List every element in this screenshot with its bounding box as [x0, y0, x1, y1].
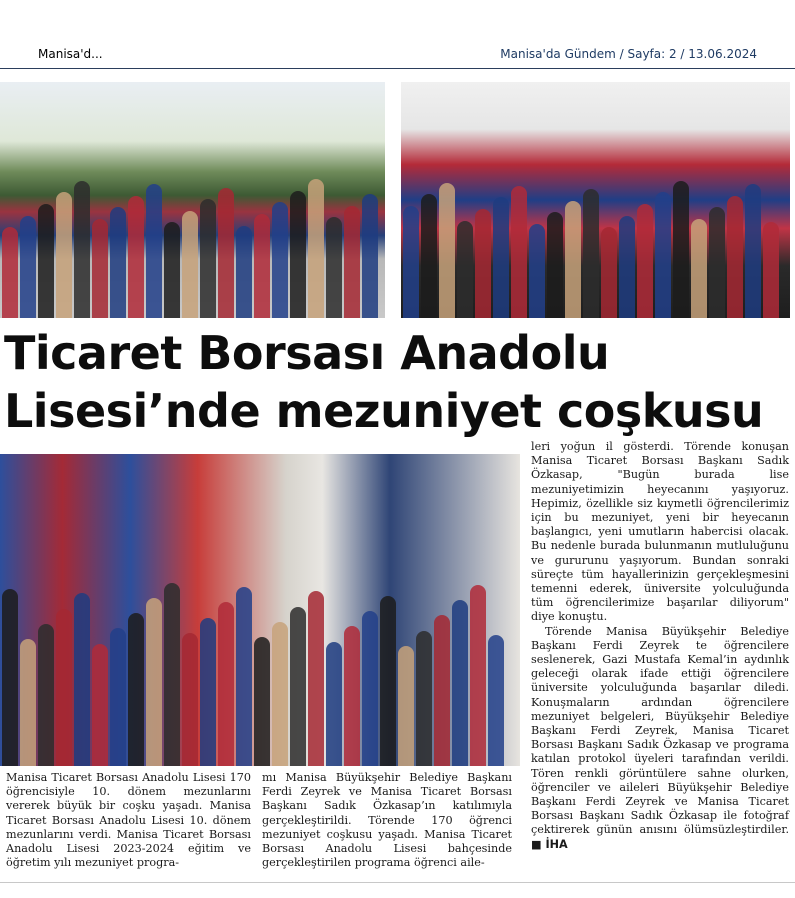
clipping-bottom-border — [0, 882, 795, 883]
person-silhouette — [2, 227, 18, 318]
paragraph: Manisa Ticaret Borsası Anadolu Lisesi 170 öğrencisiyle 10. dönem mezunlarını vererek büyük bir coşku yaşadı. Manisa Ticaret Borsası Anadolu Lisesi 10. dönem mezunlarını verdi. Manisa Ticaret Borsası Anadolu Lisesi 2023-2024 eğitim ve öğretim yılı mezuniyet progra- — [6, 771, 251, 870]
page-header — [0, 0, 795, 72]
person-silhouette — [272, 622, 288, 766]
person-silhouette — [308, 179, 324, 318]
person-silhouette — [745, 184, 761, 318]
person-silhouette — [254, 637, 270, 766]
news-clipping — [0, 76, 795, 898]
header-divider — [0, 68, 795, 69]
ceremony-figures — [0, 548, 520, 766]
paragraph — [531, 625, 789, 852]
person-silhouette — [488, 635, 504, 766]
paragraph: mı Manisa Büyükşehir Belediye Başkanı Ferdi Zeyrek ve Manisa Ticaret Borsası Başkanı Sadık Özkasap’ın katılımıyla gerçekleştirildi. Törende 170 öğrenci mezuniyet coşkusu yaşadı. Manisa Ticaret Borsası Anadolu Lisesi bahçesinde gerçekleştirilen programa öğrenci aile- — [262, 771, 512, 870]
person-silhouette — [326, 642, 342, 766]
person-silhouette — [637, 204, 653, 318]
person-silhouette — [200, 199, 216, 318]
source-label: Manisa'd... — [38, 47, 103, 61]
article-column-1 — [6, 771, 251, 870]
person-silhouette — [475, 209, 491, 318]
person-silhouette — [403, 206, 419, 318]
graduates-group-photo-right — [401, 82, 790, 318]
person-silhouette — [547, 212, 563, 318]
person-silhouette — [128, 196, 144, 318]
person-silhouette — [2, 589, 18, 766]
person-silhouette — [38, 624, 54, 766]
person-silhouette — [439, 183, 455, 318]
person-silhouette — [398, 646, 414, 766]
person-silhouette — [421, 194, 437, 318]
students-figures — [401, 153, 790, 318]
person-silhouette — [200, 618, 216, 767]
person-silhouette — [452, 600, 468, 766]
person-silhouette — [673, 181, 689, 318]
person-silhouette — [20, 639, 36, 766]
person-silhouette — [583, 189, 599, 318]
person-silhouette — [344, 206, 360, 318]
article-headline — [4, 324, 794, 440]
person-silhouette — [655, 192, 671, 318]
headline-line-1: Ticaret Borsası Anadolu — [4, 326, 610, 380]
person-silhouette — [326, 217, 342, 318]
person-silhouette — [290, 607, 306, 766]
person-silhouette — [565, 201, 581, 318]
person-silhouette — [182, 211, 198, 318]
person-silhouette — [110, 628, 126, 766]
person-silhouette — [218, 188, 234, 318]
person-silhouette — [619, 216, 635, 318]
person-silhouette — [362, 194, 378, 318]
students-figures — [0, 153, 385, 318]
person-silhouette — [308, 591, 324, 766]
agency-signature: ■ İHA — [531, 837, 568, 851]
person-silhouette — [74, 181, 90, 318]
person-silhouette — [20, 216, 36, 318]
publication-info: Manisa'da Gündem / Sayfa: 2 / 13.06.2024 — [500, 47, 757, 61]
person-silhouette — [254, 214, 270, 318]
headline-line-2: Lisesi’nde mezuniyet coşkusu — [4, 384, 764, 438]
person-silhouette — [92, 644, 108, 766]
person-silhouette — [380, 596, 396, 766]
person-silhouette — [511, 186, 527, 318]
person-silhouette — [146, 598, 162, 766]
person-silhouette — [601, 227, 617, 318]
person-silhouette — [236, 587, 252, 766]
person-silhouette — [74, 593, 90, 766]
person-silhouette — [290, 191, 306, 318]
person-silhouette — [218, 602, 234, 766]
person-silhouette — [763, 222, 779, 318]
person-silhouette — [529, 224, 545, 318]
paragraph: leri yoğun il gösterdi. Törende konuşan Manisa Ticaret Borsası Başkanı Sadık Özkasap, "Bugün burada lise mezuniyetimizin heyecanını yaşıyoruz. Hepimiz, özellikle siz kıymetli öğrencilerimiz için bu mezuniyet, yeni bir heyecanın başlangıcı, yeni umutların habercisi olacak. Bu nedenle burada bulunmanın mutluluğunu ve gururunu yaşıyorum. Bundan sonraki süreçte tüm hayallerinizin gerçekleşmesini temenni ederek, üniversite yolculuğunda tüm öğrencilerimize başarılar diliyorum" diye konuştu. — [531, 440, 789, 624]
article-column-2 — [262, 771, 512, 870]
person-silhouette — [709, 207, 725, 318]
person-silhouette — [38, 204, 54, 318]
person-silhouette — [727, 196, 743, 318]
graduates-group-photo-left — [0, 82, 385, 318]
person-silhouette — [434, 615, 450, 766]
paragraph-text: Törende Manisa Büyükşehir Belediye Başkanı Ferdi Zeyrek te öğrencilere seslenerek, Gazi Mustafa Kemal’in aydınlık geleceği olarak ifade ettiği öğrencilere üniversite yolculuğunda başarılar diledi. Konuşmaların ardından öğrencilere mezuniyet belgeleri, Büyükşehir Belediye Başkanı Ferdi Zeyrek, Manisa Ticaret Borsası Başkanı Sadık Özkasap ve programa katılan protokol üyeleri tarafından verildi. Tören renkli görüntülere sahne olurken, öğrenciler ve aileleri Büyükşehir Belediye Başkanı Ferdi Zeyrek ve Manisa Ticaret Borsası Başkanı Sadık Özkasap ile fotoğraf çektirerek günün anısını ölümsüzleştirdiler. — [531, 624, 789, 837]
person-silhouette — [92, 219, 108, 318]
person-silhouette — [344, 626, 360, 766]
person-silhouette — [457, 221, 473, 318]
person-silhouette — [691, 219, 707, 318]
diploma-handshake-photo — [0, 454, 520, 766]
person-silhouette — [56, 609, 72, 766]
person-silhouette — [164, 583, 180, 766]
person-silhouette — [362, 611, 378, 766]
person-silhouette — [128, 613, 144, 766]
person-silhouette — [56, 192, 72, 318]
person-silhouette — [470, 585, 486, 766]
article-column-right — [531, 440, 789, 852]
person-silhouette — [236, 226, 252, 319]
person-silhouette — [272, 202, 288, 318]
person-silhouette — [110, 207, 126, 318]
person-silhouette — [164, 222, 180, 318]
person-silhouette — [493, 197, 509, 318]
person-silhouette — [182, 633, 198, 766]
person-silhouette — [416, 631, 432, 766]
person-silhouette — [146, 184, 162, 318]
